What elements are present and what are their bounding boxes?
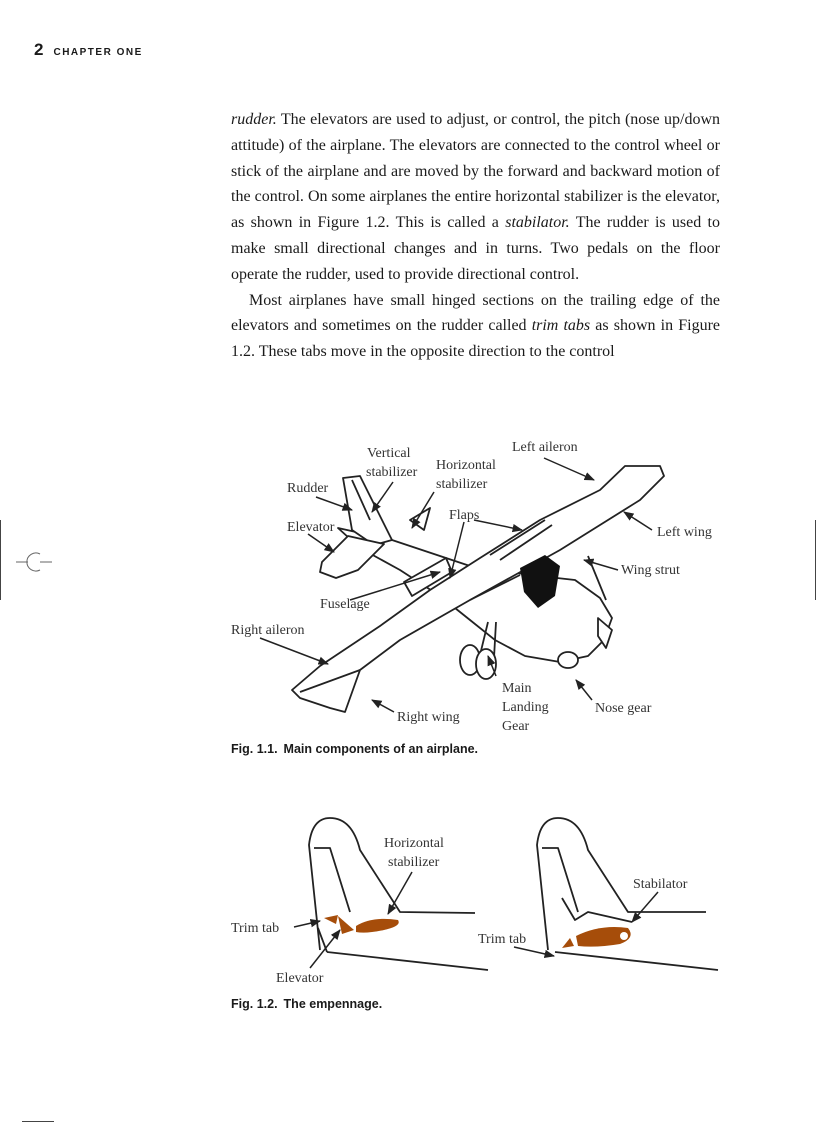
label-flaps: Flaps <box>449 508 480 523</box>
horizontal-stabilizer-shape <box>320 536 384 578</box>
left-stabilizer-fill <box>356 919 399 933</box>
arrow-vertical-stabilizer <box>372 482 393 512</box>
page-number: 2 <box>34 40 44 59</box>
crop-mark-left <box>0 520 1 600</box>
label-fig2-trim-tab-left: Trim tab <box>231 921 280 936</box>
arrow-fig2-stabilator <box>632 892 658 922</box>
figure-airplane <box>0 430 816 760</box>
left-elevator-fill <box>338 916 354 934</box>
label-fuselage: Fuselage <box>320 597 370 612</box>
label-rudder: Rudder <box>287 481 329 496</box>
label-main-landing-gear-3: Gear <box>502 719 530 734</box>
label-fig2-trim-tab-right: Trim tab <box>478 932 527 947</box>
arrow-left-wing <box>624 512 652 530</box>
paragraph-2: Most airplanes have small hinged sections on the trailing edge of the elevators and sometimes on the rudder called trim tabs as shown in Figure 1.2. These tabs move in the opposite direction to the control <box>231 291 721 361</box>
label-fig2-stabilator: Stabilator <box>633 877 688 892</box>
label-left-wing: Left wing <box>657 525 712 540</box>
label-horizontal-stabilizer-2: stabilizer <box>436 477 488 492</box>
right-trim-tab <box>562 938 574 948</box>
arrow-left-aileron <box>544 458 594 480</box>
running-header <box>34 40 143 60</box>
label-fig2-horizontal-1: Horizontal <box>384 836 444 851</box>
label-nose-gear: Nose gear <box>595 701 652 716</box>
arrow-elevator <box>308 534 334 552</box>
label-right-aileron: Right aileron <box>231 623 305 638</box>
crop-mark-bottom <box>22 1121 54 1122</box>
term-stabilator: stabilator. <box>505 214 570 232</box>
chapter-title: CHAPTER ONE <box>53 47 143 58</box>
body-text <box>231 107 720 365</box>
left-trim-tab <box>324 915 338 924</box>
label-wing-strut: Wing strut <box>621 563 680 578</box>
registration-mark-icon <box>14 550 54 574</box>
arrow-fig2-trim-tab-left <box>294 921 320 927</box>
arrow-right-aileron <box>260 638 328 664</box>
label-fig2-horizontal-2: stabilizer <box>388 855 440 870</box>
label-left-aileron: Left aileron <box>512 440 578 455</box>
arrow-wing-strut <box>584 560 618 570</box>
arrow-nose-gear <box>576 680 592 700</box>
term-rudder: rudder. <box>231 111 277 128</box>
label-fig2-elevator: Elevator <box>276 971 324 986</box>
arrow-right-wing <box>372 700 394 712</box>
label-horizontal-stabilizer-1: Horizontal <box>436 458 496 473</box>
label-main-landing-gear-1: Main <box>502 681 532 696</box>
term-trim-tabs: trim tabs <box>531 317 591 335</box>
label-main-landing-gear-2: Landing <box>502 700 549 715</box>
caption-fig-1-1: Fig. 1.1. Main components of an airplane. <box>231 742 479 756</box>
arrow-fig2-elevator <box>310 930 340 968</box>
figure-empennage <box>0 812 816 992</box>
arrow-flaps-a <box>474 520 522 530</box>
label-vertical-stabilizer-1: Vertical <box>367 446 411 461</box>
arrow-fig2-horizontal-stabilizer <box>388 872 412 914</box>
paragraph-1: rudder. The elevators are used to adjust, or control, the pitch (nose up/down attitude) of the airplane. The elevators are connected to the control wheel or stick of the airplane and are moved by the forward and backward motion of the control. On some airplanes the entire horizontal stabilizer is the elevator, as shown in Figure 1.2. This is called a stabilator. The rudder is used to make small directional changes and in turns. Two pedals on the floor operate the rudder, used to provide directional control. <box>231 111 721 283</box>
caption-fig-1-2: Fig. 1.2. The empennage. <box>231 997 383 1011</box>
label-right-wing: Right wing <box>397 710 460 725</box>
label-elevator: Elevator <box>287 520 335 535</box>
label-vertical-stabilizer-2: stabilizer <box>366 465 418 480</box>
